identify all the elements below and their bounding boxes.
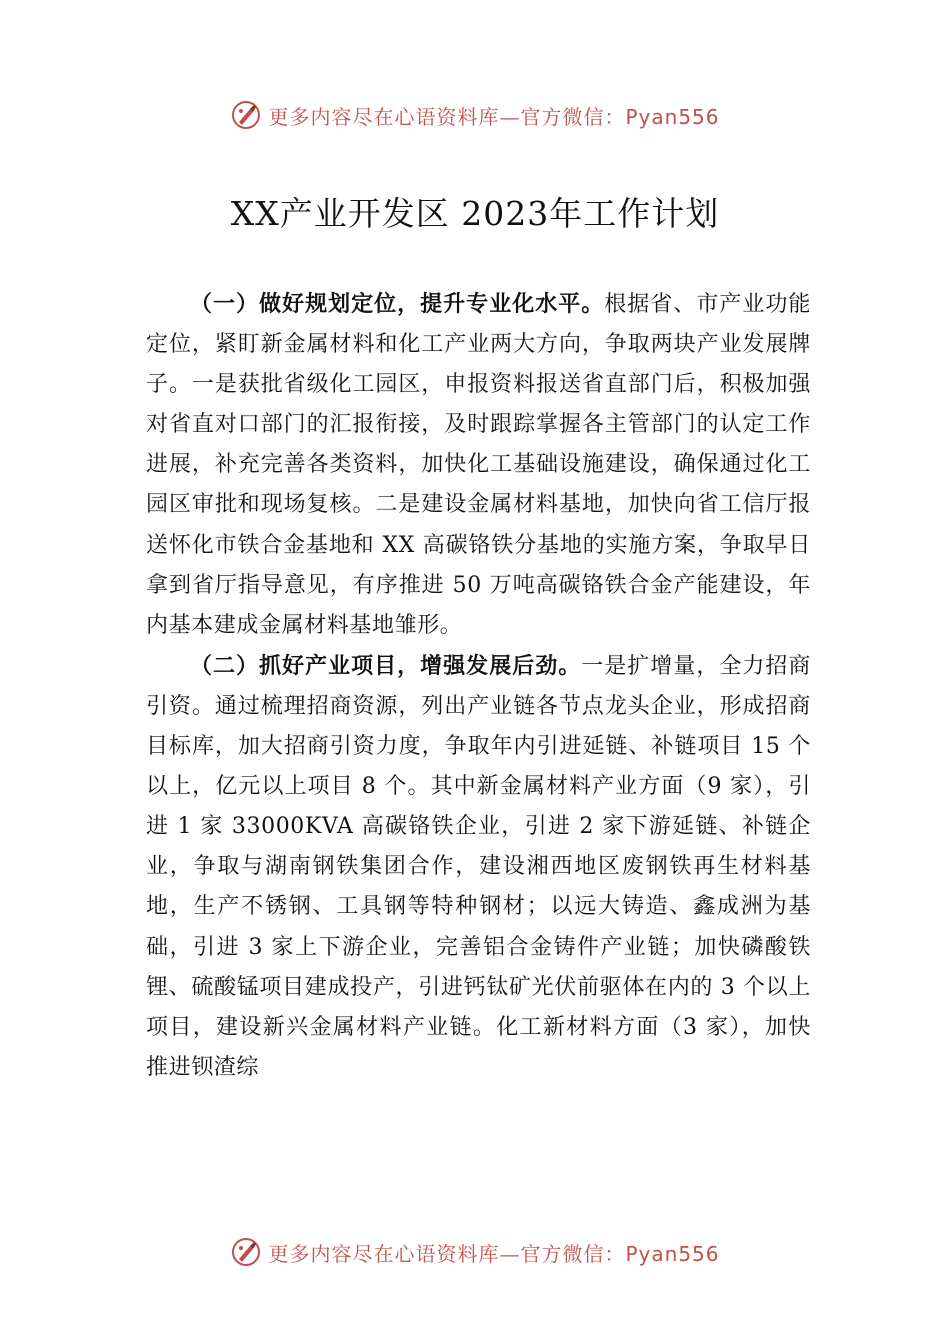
paragraph-2-text: 一是扩增量，全力招商引资。通过梳理招商资源，列出产业链各节点龙头企业，形成招商目标库，加大招商引资力度，争取年内引进延链、补链项目 15 个以上，亿元以上项目 8 个。其中新金属材料产业方面（9 家），引进 1 家 33000KVA 高碳铬铁企业，引进 2 家下游延链、补链企业，争取与湖南钢铁集团合作，建设湘西地区废钢铁再生材料基地，生产不锈钢、工具钢等特种钢材；以远大铸造、鑫成洲为基础，引进 3 家上下游企业，完善铝合金铸件产业链；加快磷酸铁锂、硫酸锰项目建成投产，引进钙钛矿光伏前驱体在内的 3 个以上项目，建设新兴金属材料产业链。化工新材料方面（3 家），加快推进钡渣综 [146,653,811,1080]
watermark-banner-bottom [0,1232,950,1272]
paragraph-2-heading: （二）抓好产业项目，增强发展后劲。 [190,652,582,679]
watermark-text: 更多内容尽在心语资料库—官方微信： [268,104,626,129]
document-title: XX产业开发区 2023年工作计划 [230,194,720,233]
paragraph-1 [146,284,811,646]
watermark-account: Pyan556 [625,104,720,129]
document-body [146,284,811,1088]
paragraph-1-text: 根据省、市产业功能定位，紧盯新金属材料和化工产业两大方向，争取两块产业发展牌子。一是获批省级化工园区，申报资料报送省直部门后，积极加强对省直对口部门的汇报衔接，及时跟踪掌握各主管部门的认定工作进展，补充完善各类资料，加快化工基础设施建设，确保通过化工园区审批和现场复核。二是建设金属材料基地，加快向省工信厅报送怀化市铁合金基地和 XX 高碳铬铁分基地的实施方案，争取早日拿到省厅指导意见，有序推进 50 万吨高碳铬铁合金产能建设，年内基本建成金属材料基地雏形。 [146,292,811,638]
pen-logo-icon [230,1236,262,1268]
watermark-account: Pyan556 [625,1241,720,1266]
pen-logo-icon [230,99,262,131]
paragraph-2 [146,646,811,1088]
watermark-banner-top [0,95,950,135]
watermark-text: 更多内容尽在心语资料库—官方微信： [268,1241,626,1266]
paragraph-1-heading: （一）做好规划定位，提升专业化水平。 [190,291,605,317]
